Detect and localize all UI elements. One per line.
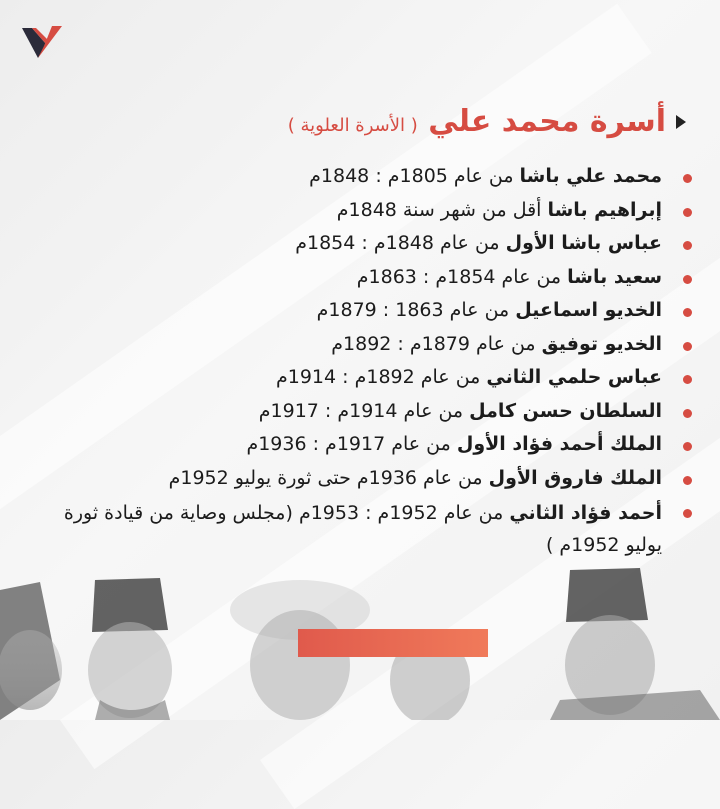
ruler-name: محمد علي باشا [519, 165, 662, 187]
bullet-dot-icon [683, 174, 692, 183]
list-item [52, 229, 692, 263]
bullet-dot-icon [683, 208, 692, 217]
ruler-name: عباس باشا الأول [505, 232, 662, 254]
ruler-name: سعيد باشا [567, 265, 662, 288]
bullet-dot-icon [683, 342, 692, 351]
bullet-dot-icon [683, 275, 692, 284]
list-item [52, 397, 692, 431]
brand-logo-icon [18, 18, 66, 66]
list-item [52, 497, 692, 561]
ruler-detail: من عام 1848م : 1854م [295, 232, 506, 254]
ruler-detail: من عام 1863 : 1879م [316, 299, 516, 321]
bullet-dot-icon [683, 308, 692, 317]
section-title [288, 104, 686, 139]
ruler-name: الملك أحمد فؤاد الأول [456, 433, 662, 455]
list-item [52, 196, 692, 230]
title-sub: ( الأسرة العلوية ) [287, 115, 418, 136]
title-main: أسرة محمد علي [428, 104, 666, 139]
ruler-name: أحمد فؤاد الثاني [509, 502, 662, 524]
ruler-name: الملك فاروق الأول [488, 466, 662, 489]
list-item [52, 263, 692, 297]
bullet-dot-icon [683, 409, 692, 418]
ruler-detail: من عام 1879م : 1892م [331, 332, 542, 355]
bullet-dot-icon [683, 241, 692, 250]
ruler-name: الخديو اسماعيل [515, 299, 662, 321]
bullet-dot-icon [683, 375, 692, 384]
page-title [288, 104, 666, 139]
ruler-detail: من عام 1854م : 1863م [356, 265, 568, 288]
list-item [52, 162, 692, 196]
ruler-detail: من عام 1952م : 1953م (مجلس وصاية من قيادة ثورة يوليو 1952م ) [63, 502, 662, 556]
ruler-detail: من عام 1892م : 1914م [275, 366, 487, 388]
list-item [52, 363, 692, 397]
ruler-name: عباس حلمي الثاني [486, 366, 662, 388]
triangle-bullet-icon [676, 115, 686, 129]
ruler-detail: من عام 1805م : 1848م [309, 165, 520, 187]
list-item [52, 464, 692, 498]
ruler-detail: من عام 1917م : 1936م [246, 433, 457, 455]
bullet-dot-icon [683, 509, 692, 518]
ruler-name: الخديو توفيق [541, 332, 662, 355]
accent-bar [298, 629, 488, 657]
bullet-dot-icon [683, 442, 692, 451]
ruler-name: السلطان حسن كامل [469, 399, 662, 422]
ruler-detail: من عام 1914م : 1917م [258, 399, 470, 422]
bullet-dot-icon [683, 476, 692, 485]
list-item [52, 296, 692, 330]
ruler-detail: من عام 1936م حتى ثورة يوليو 1952م [168, 466, 489, 489]
ruler-detail: أقل من شهر سنة 1848م [336, 198, 548, 221]
rulers-list [52, 162, 692, 561]
list-item [52, 330, 692, 364]
list-item [52, 430, 692, 464]
ruler-name: إبراهيم باشا [547, 198, 662, 221]
